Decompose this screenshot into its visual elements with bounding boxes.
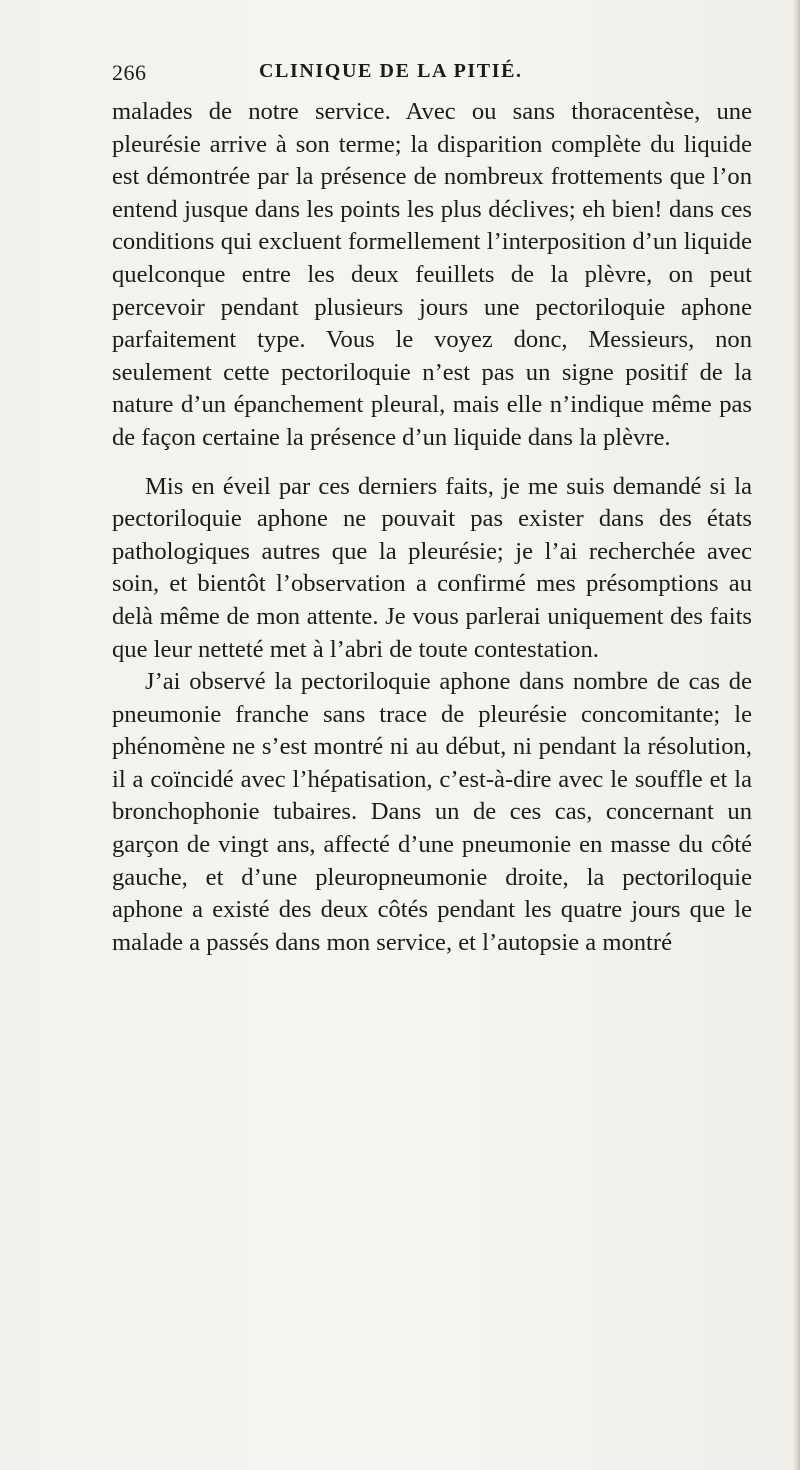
page-header	[112, 60, 752, 96]
paragraph: J’ai observé la pectoriloquie aphone dans nombre de cas de pneumonie franche sans trace de pleurésie concomitante; le phénomène ne s’est montré ni au début, ni pendant la résolution, il a coïncidé avec l’hépatisation, c’est-à-dire avec le souffle et la bronchophonie tubaires. Dans un de ces cas, concernant un garçon de vingt ans, affecté d’une pneumonie en masse du côté gauche, et d’une pleuropneumonie droite, la pectoriloquie aphone a existé des deux côtés pendant les quatre jours que le malade a passés dans mon service, et l’autopsie a montré	[112, 668, 752, 956]
running-head: CLINIQUE DE LA PITIÉ.	[259, 60, 523, 82]
paragraph: Mis en éveil par ces derniers faits, je me suis demandé si la pectoriloquie aphone ne pouvait pas exister dans des états pathologiques autres que la pleurésie; je l’ai recherchée avec soin, et bientôt l’observation a confirmé mes présomptions au delà même de mon attente. Je vous parlerai uniquement des faits que leur netteté met à l’abri de toute contestation.	[112, 472, 752, 663]
paragraph-continued: malades de notre service. Avec ou sans thoracentèse, une pleurésie arrive à son terme; la disparition complète du liquide est démontrée par la présence de nombreux frottements que l’on entend jusque dans les points les plus déclives; eh bien! dans ces conditions qui excluent formellement l’interposition d’un liquide quelconque entre les deux feuillets de la plèvre, on peut percevoir pendant plusieurs jours une pectoriloquie aphone parfaitement type. Vous le voyez donc, Messieurs, non seulement cette pectoriloquie n’est pas un signe positif de la nature d’un épanchement pleural, mais elle n’indique même pas de façon certaine la présence d’un liquide dans la plèvre.	[112, 98, 752, 451]
body-text	[112, 96, 752, 959]
page-number: 266	[112, 60, 147, 85]
page-edge-shadow	[793, 0, 800, 1470]
